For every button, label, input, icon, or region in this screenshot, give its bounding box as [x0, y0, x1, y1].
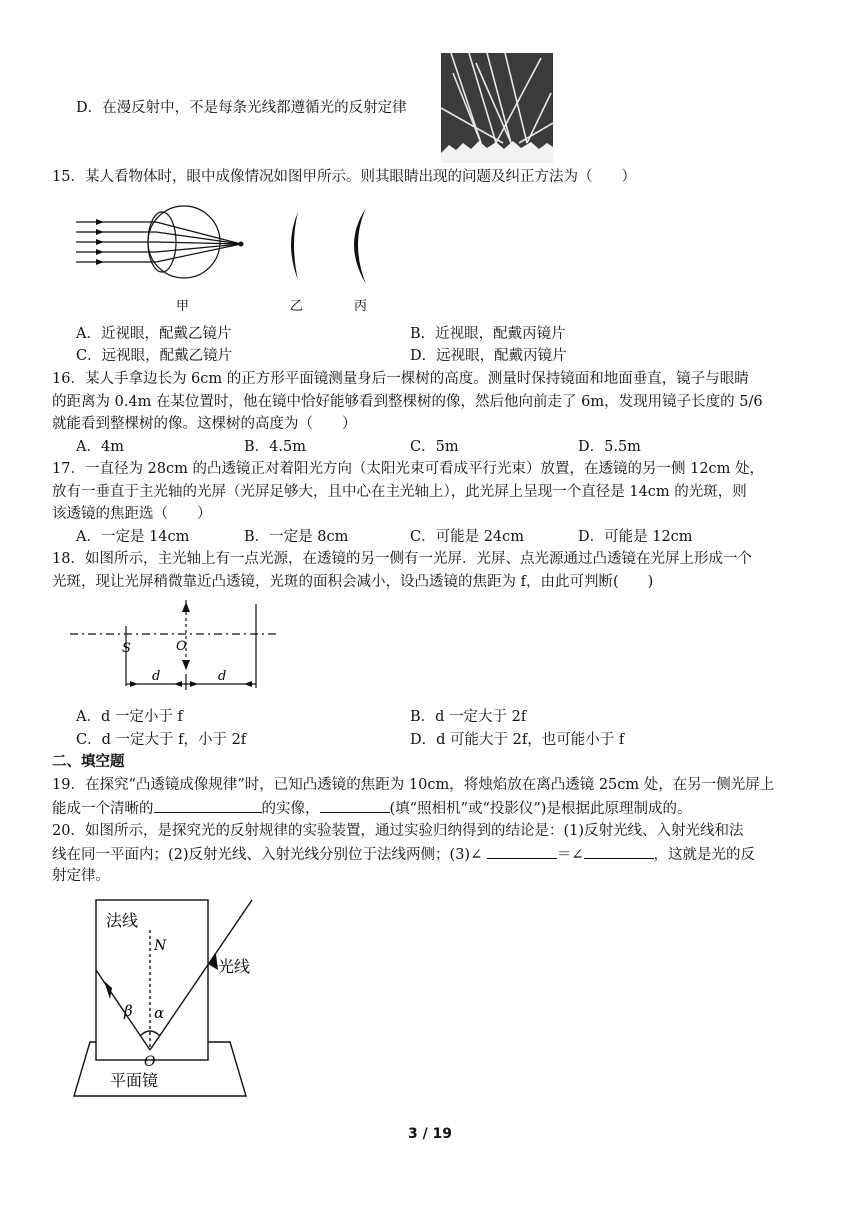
q17-line1: 17．一直径为 28cm 的凸透镜正对着阳光方向（太阳光束可看成平行光束）放置，在透镜的另一侧 12cm 处，	[52, 461, 765, 477]
q15-option-a: A．近视眼，配戴乙镜片	[76, 326, 232, 342]
fig-label-beta: β	[124, 1002, 133, 1020]
q16-option-a: A．4m	[76, 439, 124, 455]
q20-line3: 射定律。	[52, 868, 110, 884]
reflection-experiment-figure	[70, 892, 270, 1102]
q15-option-c: C．远视眼，配戴乙镜片	[76, 348, 233, 364]
fig-label-bing: 丙	[354, 299, 368, 314]
q18-option-a: A．d 一定小于 f	[76, 709, 183, 725]
q15-stem: 15．某人看物体时，眼中成像情况如图甲所示。则其眼睛出现的问题及纠正方法为（ ）	[52, 169, 636, 185]
section-title: 二、填空题	[52, 754, 125, 770]
q19-text-c: (填“照相机”或“投影仪”)是根据此原理制成的。	[389, 801, 692, 817]
fig-label-normal: 法线	[106, 911, 139, 930]
q16-line3: 就能看到整棵树的像。这棵树的高度为（ ）	[52, 416, 357, 432]
q19-line1: 19．在探究“凸透镜成像规律”时，已知凸透镜的焦距为 10cm，将烛焰放在离凸透镜 25cm 处，在另一侧光屏上	[52, 777, 775, 793]
fig-label-n: N	[154, 938, 167, 954]
q17-line2: 放有一垂直于主光轴的光屏（光屏足够大，且中心在主光轴上），此光屏上呈现一个直径是 14cm 的光斑，则	[52, 484, 747, 500]
q15-option-b: B．近视眼，配戴丙镜片	[410, 326, 566, 342]
q17-option-c: C．可能是 24cm	[410, 529, 525, 545]
q19-blank-1[interactable]	[154, 798, 262, 813]
q20-text-c: ，这就是光的反	[653, 847, 755, 863]
q17-option-a: A．一定是 14cm	[76, 529, 190, 545]
q20-blank-1[interactable]	[487, 844, 557, 859]
q20-line2	[52, 844, 755, 865]
fig-label-jia: 甲	[176, 299, 190, 314]
diffuse-reflection-figure	[441, 53, 553, 163]
fig-label-d1: d	[152, 669, 161, 684]
q16-line2: 的距离为 0.4m 在某位置时，他在镜中恰好能够看到整棵树的像，然后他向前走了 6m，发现用镜子长度的 5/6	[52, 394, 763, 410]
q20-text-b: ＝∠	[556, 847, 584, 863]
q14-option-d: D．在漫反射中，不是每条光线都遵循光的反射定律	[76, 100, 407, 116]
q16-option-b: B．4.5m	[244, 439, 306, 455]
q17-line3: 该透镜的焦距选（ ）	[52, 506, 212, 522]
q17-option-b: B．一定是 8cm	[244, 529, 349, 545]
q20-blank-2[interactable]	[584, 844, 654, 859]
q19-text-a: 能成一个清晰的	[52, 801, 154, 817]
q20-text-a: 线在同一平面内；(2)反射光线、入射光线分别位于法线两侧；(3)∠	[52, 847, 483, 863]
q19-line2	[52, 798, 691, 819]
fig-label-d2: d	[218, 669, 227, 684]
fig-label-o: O	[144, 1054, 156, 1070]
fig-label-mirror: 平面镜	[110, 1071, 159, 1090]
fig-label-ray: 光线	[218, 957, 251, 976]
q16-option-d: D．5.5m	[578, 439, 641, 455]
q20-line1: 20．如图所示，是探究光的反射规律的实验装置，通过实验归纳得到的结论是：(1)反射光线、入射光线和法	[52, 823, 744, 839]
page-number: 3 / 19	[407, 1126, 453, 1142]
lens-screen-figure	[70, 598, 280, 694]
q15-option-d: D．远视眼，配戴丙镜片	[410, 348, 567, 364]
q17-option-d: D．可能是 12cm	[578, 529, 693, 545]
fig-label-alpha: α	[154, 1004, 165, 1022]
q18-option-b: B．d 一定大于 2f	[410, 709, 527, 725]
fig-label-s: S	[122, 641, 131, 656]
q19-text-b: 的实像，	[261, 801, 320, 817]
q18-line2: 光斑，现让光屏稍微靠近凸透镜，光斑的面积会减小，设凸透镜的焦距为 f，由此可判断( )	[52, 574, 654, 590]
q16-option-c: C．5m	[410, 439, 459, 455]
q16-line1: 16．某人手拿边长为 6cm 的正方形平面镜测量身后一棵树的高度。测量时保持镜面和地面垂直，镜子与眼睛	[52, 371, 749, 387]
q18-option-d: D．d 可能大于 2f，也可能小于 f	[410, 732, 625, 748]
q18-line1: 18．如图所示，主光轴上有一点光源，在透镜的另一侧有一光屏．光屏、点光源通过凸透镜在光屏上形成一个	[52, 551, 752, 567]
q18-option-c: C．d 一定大于 f，小于 2f	[76, 732, 247, 748]
fig-label-o: O	[176, 639, 187, 654]
eye-lens-figure	[76, 200, 396, 318]
fig-label-yi: 乙	[290, 299, 304, 314]
q19-blank-2[interactable]	[320, 798, 390, 813]
